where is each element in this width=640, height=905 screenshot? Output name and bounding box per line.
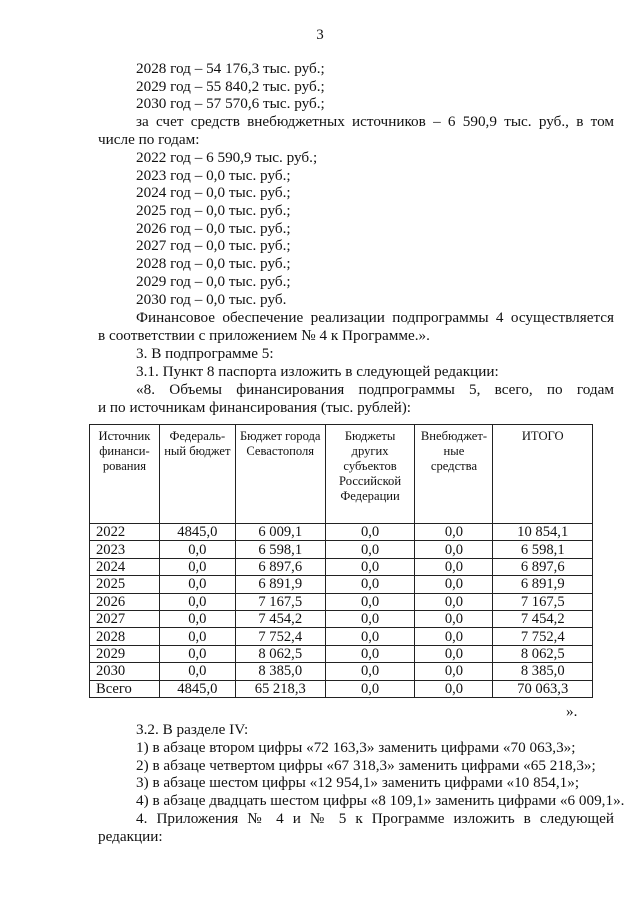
table-cell-value: 0,0 bbox=[415, 524, 493, 541]
page-number: 3 bbox=[316, 27, 324, 43]
table-cell-value: 8 385,0 bbox=[235, 663, 325, 680]
table-cell-value: 6 897,6 bbox=[235, 558, 325, 575]
table-cell-value: 7 167,5 bbox=[235, 593, 325, 610]
table-cell-value: 10 854,1 bbox=[493, 524, 593, 541]
table-row bbox=[90, 576, 593, 593]
extrabudget-year-line: 2030 год – 0,0 тыс. руб. bbox=[136, 290, 287, 308]
table-cell-value: 0,0 bbox=[415, 576, 493, 593]
table-cell-year: 2027 bbox=[90, 610, 160, 627]
col-header-federal: Федераль-ный бюджет bbox=[159, 425, 235, 524]
budget-line: 2030 год – 57 570,6 тыс. руб.; bbox=[136, 95, 325, 113]
table-cell-year: Всего bbox=[90, 680, 160, 697]
table-cell-value: 0,0 bbox=[415, 628, 493, 645]
financing-table bbox=[89, 424, 593, 698]
table-cell-value: 0,0 bbox=[415, 558, 493, 575]
budget-line: 2029 год – 55 840,2 тыс. руб.; bbox=[136, 77, 325, 95]
section-4-line2: редакции: bbox=[98, 828, 163, 845]
table-row bbox=[90, 663, 593, 680]
extrabudget-year-line: 2028 год – 0,0 тыс. руб.; bbox=[136, 255, 291, 273]
table-cell-value: 7 454,2 bbox=[235, 610, 325, 627]
table-cell-value: 0,0 bbox=[325, 663, 415, 680]
col-header-extrabudget: Внебюджет-ные средства bbox=[415, 425, 493, 524]
extrabudget-year-line: 2025 год – 0,0 тыс. руб.; bbox=[136, 202, 291, 220]
extrabudget-intro-line1: за счет средств внебюджетных источников – 6 590,9 тыс. руб., в том bbox=[136, 113, 614, 130]
replacement-item: 4) в абзаце двадцать шестом цифры «8 109,1» заменить цифрами «6 009,1». bbox=[136, 792, 625, 810]
table-cell-value: 0,0 bbox=[325, 610, 415, 627]
table-cell-value: 7 167,5 bbox=[493, 593, 593, 610]
table-cell-year: 2029 bbox=[90, 645, 160, 662]
table-cell-year: 2024 bbox=[90, 558, 160, 575]
table-cell-value: 0,0 bbox=[325, 680, 415, 697]
col-header-other-subjects: Бюджеты других субъектов Российской Федерации bbox=[325, 425, 415, 524]
table-cell-value: 0,0 bbox=[159, 541, 235, 558]
col-header-sevastopol: Бюджет города Севастополя bbox=[235, 425, 325, 524]
budget-lines-top bbox=[136, 60, 325, 113]
col-header-source: Источник финанси-рования bbox=[90, 425, 160, 524]
table-cell-value: 0,0 bbox=[325, 558, 415, 575]
table-cell-value: 65 218,3 bbox=[235, 680, 325, 697]
table-cell-value: 7 752,4 bbox=[493, 628, 593, 645]
table-cell-year: 2022 bbox=[90, 524, 160, 541]
table-row bbox=[90, 628, 593, 645]
table-cell-value: 6 598,1 bbox=[493, 541, 593, 558]
replacement-item: 2) в абзаце четвертом цифры «67 318,3» заменить цифрами «65 218,3»; bbox=[136, 756, 596, 774]
table-row bbox=[90, 524, 593, 541]
extrabudget-year-line: 2023 год – 0,0 тыс. руб.; bbox=[136, 166, 291, 184]
table-cell-value: 0,0 bbox=[325, 524, 415, 541]
table-cell-value: 6 009,1 bbox=[235, 524, 325, 541]
table-cell-value: 0,0 bbox=[415, 680, 493, 697]
table-cell-value: 0,0 bbox=[325, 628, 415, 645]
table-cell-value: 0,0 bbox=[159, 593, 235, 610]
extrabudget-year-line: 2026 год – 0,0 тыс. руб.; bbox=[136, 219, 291, 237]
table-cell-value: 0,0 bbox=[159, 610, 235, 627]
table-row bbox=[90, 645, 593, 662]
section-4-line1: 4. Приложения № 4 и № 5 к Программе изложить в следующей bbox=[136, 810, 614, 827]
financing-para-line1: Финансовое обеспечение реализации подпрограммы 4 осуществляется bbox=[136, 309, 614, 326]
table-cell-value: 4845,0 bbox=[159, 680, 235, 697]
table-cell-value: 0,0 bbox=[415, 593, 493, 610]
table-cell-value: 0,0 bbox=[415, 541, 493, 558]
table-cell-value: 0,0 bbox=[415, 663, 493, 680]
table-cell-value: 0,0 bbox=[159, 576, 235, 593]
table-cell-value: 6 897,6 bbox=[493, 558, 593, 575]
table-cell-year: 2025 bbox=[90, 576, 160, 593]
replacement-item: 3) в абзаце шестом цифры «12 954,1» заменить цифрами «10 854,1»; bbox=[136, 774, 580, 792]
table-cell-value: 0,0 bbox=[325, 541, 415, 558]
col-header-total: ИТОГО bbox=[493, 425, 593, 524]
table-cell-value: 6 891,9 bbox=[493, 576, 593, 593]
table-cell-value: 8 062,5 bbox=[235, 645, 325, 662]
table-cell-value: 0,0 bbox=[415, 645, 493, 662]
table-cell-value: 0,0 bbox=[325, 593, 415, 610]
extrabudget-year-line: 2022 год – 6 590,9 тыс. руб.; bbox=[136, 149, 318, 166]
table-cell-value: 0,0 bbox=[415, 610, 493, 627]
table-cell-year: 2026 bbox=[90, 593, 160, 610]
extrabudget-intro-line2: числе по годам: bbox=[98, 131, 200, 148]
budget-line: 2028 год – 54 176,3 тыс. руб.; bbox=[136, 60, 325, 77]
table-row bbox=[90, 680, 593, 697]
table-cell-value: 0,0 bbox=[159, 558, 235, 575]
table-cell-value: 0,0 bbox=[325, 576, 415, 593]
replacement-list bbox=[136, 739, 624, 810]
table-cell-value: 6 598,1 bbox=[235, 541, 325, 558]
table-row bbox=[90, 610, 593, 627]
table-cell-value: 8 385,0 bbox=[493, 663, 593, 680]
table-cell-value: 70 063,3 bbox=[493, 680, 593, 697]
table-header-row bbox=[90, 425, 593, 524]
replacement-item: 1) в абзаце втором цифры «72 163,3» заменить цифрами «70 063,3»; bbox=[136, 739, 576, 756]
section-3-1-heading: 3.1. Пункт 8 паспорта изложить в следующей редакции: bbox=[136, 363, 499, 380]
section-3-heading: 3. В подпрограмме 5: bbox=[136, 345, 274, 362]
section-3-2-heading: 3.2. В разделе IV: bbox=[136, 721, 249, 738]
extrabudget-year-line: 2029 год – 0,0 тыс. руб.; bbox=[136, 272, 291, 290]
table-cell-value: 7 752,4 bbox=[235, 628, 325, 645]
table-body bbox=[90, 524, 593, 698]
table-cell-value: 0,0 bbox=[159, 628, 235, 645]
table-cell-value: 7 454,2 bbox=[493, 610, 593, 627]
table-cell-year: 2023 bbox=[90, 541, 160, 558]
table-row bbox=[90, 593, 593, 610]
quote-para-line1: «8. Объемы финансирования подпрограммы 5, всего, по годам bbox=[136, 381, 614, 398]
table-row bbox=[90, 541, 593, 558]
table-cell-value: 4845,0 bbox=[159, 524, 235, 541]
table-row bbox=[90, 558, 593, 575]
table-cell-value: 0,0 bbox=[159, 663, 235, 680]
extrabudget-years bbox=[136, 149, 317, 308]
table-cell-value: 8 062,5 bbox=[493, 645, 593, 662]
extrabudget-year-line: 2024 год – 0,0 тыс. руб.; bbox=[136, 184, 291, 202]
table-cell-year: 2030 bbox=[90, 663, 160, 680]
table-cell-value: 0,0 bbox=[325, 645, 415, 662]
table-cell-year: 2028 bbox=[90, 628, 160, 645]
table-cell-value: 0,0 bbox=[159, 645, 235, 662]
financing-para-line2: в соответствии с приложением № 4 к Программе.». bbox=[98, 327, 430, 344]
table-closing-quote: ». bbox=[566, 703, 578, 720]
quote-para-line2: и по источникам финансирования (тыс. рублей): bbox=[98, 399, 412, 416]
table-cell-value: 6 891,9 bbox=[235, 576, 325, 593]
extrabudget-year-line: 2027 год – 0,0 тыс. руб.; bbox=[136, 237, 291, 255]
